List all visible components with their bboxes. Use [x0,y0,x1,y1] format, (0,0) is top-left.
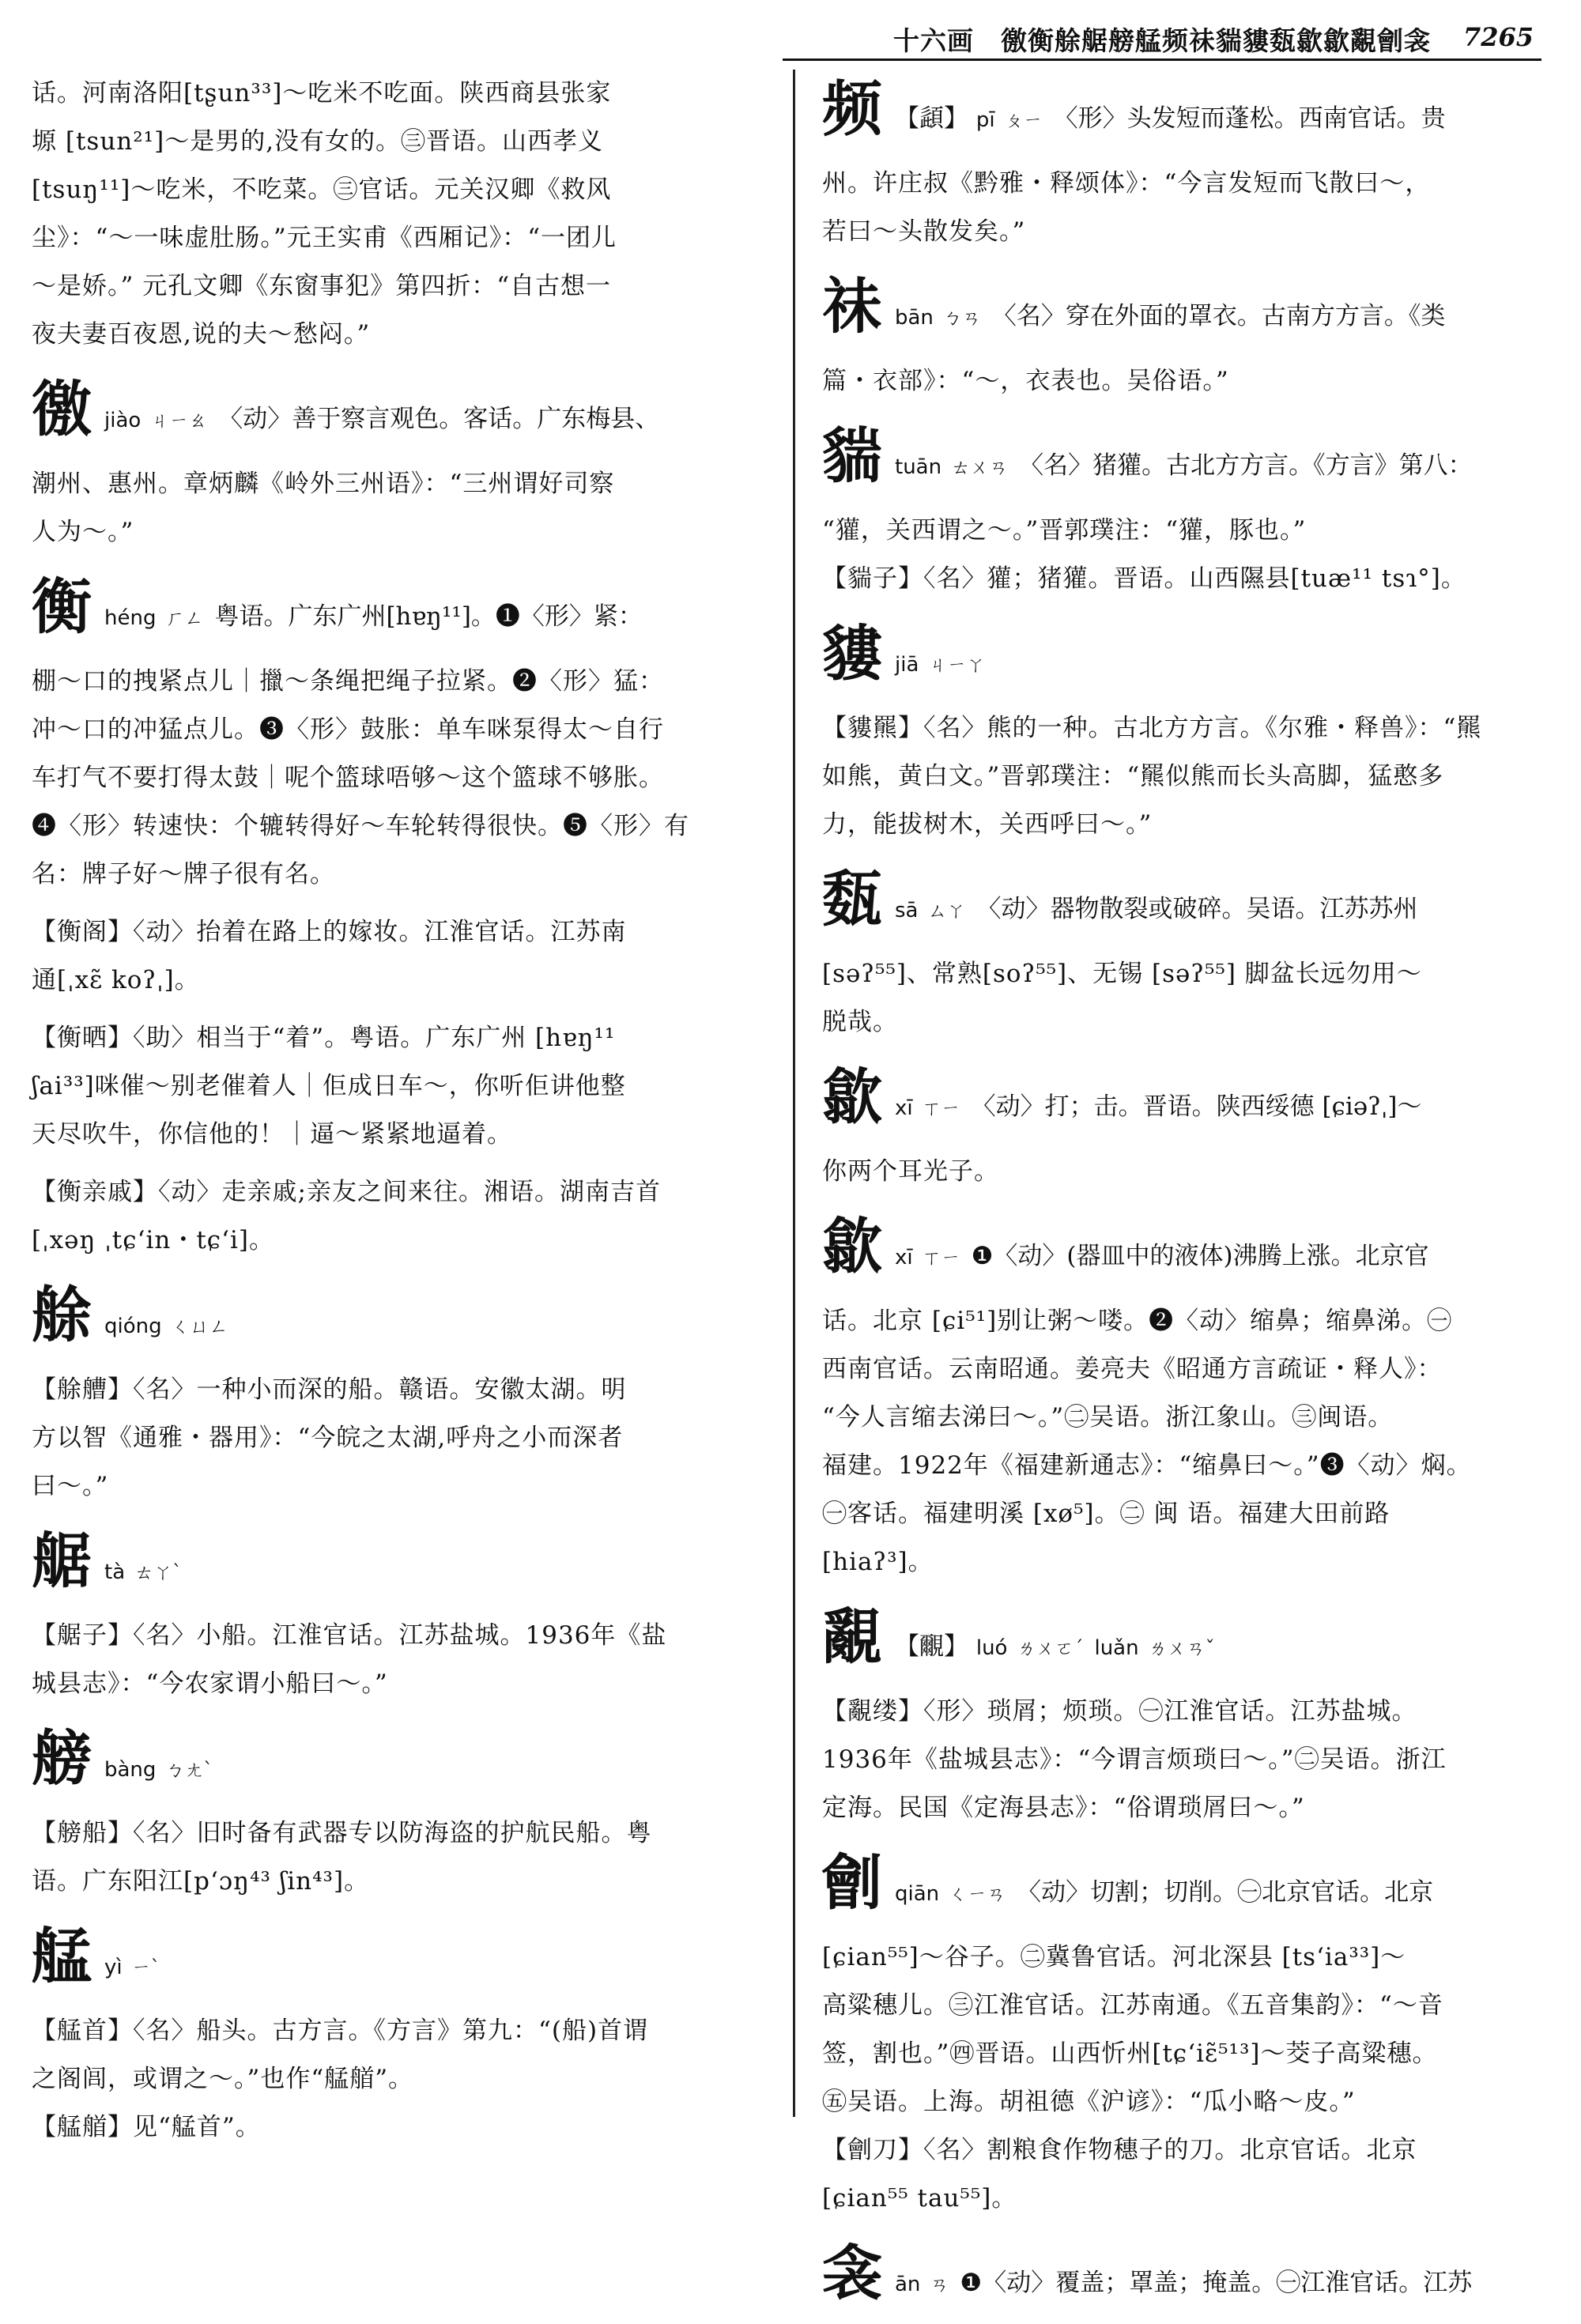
text-line: [ˌxəŋ ˌtɕʻin・tɕʻi]。 [32,1226,275,1254]
text-line: ～是娇。” 元孔文卿《东窗事犯》第四折：“自古想一 [32,272,612,300]
text-line: 车打气不要打得太鼓｜呢个篮球唔够～这个篮球不够胀。 [32,764,664,792]
definition: 〈名〉猪獾。古北方方言。《方言》第八： [1019,451,1473,480]
zhuyin: ㄊㄚˋ [134,1561,183,1583]
text-line: [hiaʔ³]。 [822,1548,934,1576]
entry-qian [822,1843,1549,2223]
zhuyin: ㄒㄧ [922,1097,960,1119]
headword: 衾 [822,2238,882,2308]
entry-jia [822,614,1549,849]
text-line: 潮州、惠州。章炳麟《岭外三州语》：“三州谓好司察 [32,470,615,498]
pinyin: jiào [104,409,141,432]
entry-head [822,614,1549,704]
definition: ❶〈动〉覆盖；罩盖；掩盖。㊀江淮官话。江苏 [960,2269,1473,2297]
pinyin: xī [895,1096,913,1120]
traditional-form: 【覼】 [895,1632,968,1661]
zhuyin: ㄆㄧ [1004,109,1043,131]
headword: 劊 [822,1847,882,1918]
text-line: 【艋首】〈名〉船头。古方言。《方言》第九：“(船)首谓 [32,2017,649,2045]
text-line: 你两个耳光子。 [822,1157,999,1186]
headword: 艍 [32,1526,92,1596]
text-line: 夜夫妻百夜恩,说的夫～愁闷。” [32,320,371,349]
headword: 歙 [822,1211,882,1281]
entry-xi-1 [822,1058,1549,1196]
zhuyin: ㄑㄩㄥ [171,1315,228,1337]
text-line: 【衡阁】〈动〉抬着在路上的嫁妆。江淮官话。江苏南 [32,918,627,946]
subentry-heng-sai [32,1014,767,1159]
text-line: 西南官话。云南昭通。姜亮夫《昭通方言疏证・释人》： [822,1355,1443,1383]
pinyin: tà [104,1560,126,1584]
text-line: 州。许庄叔《黔雅・释颂体》：“今言发短而飞散曰～， [822,169,1431,198]
text-line: 城县志》：“今农家谓小船曰～。” [32,1669,388,1698]
page-number: 7265 [1462,22,1534,52]
entry-head [822,1843,1549,1934]
text-line: 【貒子】〈名〉獾；猪獾。晋语。山西隰县[tuæ¹¹ tsɿ°]。 [822,564,1466,593]
pinyin: qióng [104,1315,162,1338]
entry-head [822,2234,1549,2324]
zhuyin: ㄐㄧㄠ [150,409,208,432]
pinyin: héng [104,606,157,630]
headword: 貗 [822,618,882,689]
text-line: 【艕船】〈名〉旧时备有武器专以防海盗的护航民船。粤 [32,1819,652,1847]
right-column [822,70,1549,2324]
headword: 衡 [32,572,92,642]
headword: 覶 [822,1602,882,1672]
running-header [783,17,1541,61]
entry-head [822,1598,1549,1688]
definition: 〈动〉器物散裂或破碎。吴语。江苏苏州 [976,895,1418,923]
pinyin: xī [895,1246,913,1270]
entry-head [822,70,1549,160]
text-line: 【艋艏】见“艋首”。 [32,2113,261,2141]
definition: 〈动〉善于察言观色。客话。广东梅县、 [218,405,660,433]
entry-head [822,417,1549,507]
definition: 〈动〉切割；切削。㊀北京官话。北京 [1017,1878,1434,1907]
definition: ❶〈动〉(器皿中的液体)沸腾上涨。北京官 [971,1242,1429,1270]
headword: 艋 [32,1921,92,1991]
text-line: 力，能拔树木，关西呼曰～。” [822,810,1153,839]
text-line: “獾，关西谓之～。”晋郭璞注：“獾，豚也。” [822,516,1307,545]
text-line: 棚～口的拽紧点儿｜擸～条绳把绳子拉紧。❷〈形〉猛： [32,667,664,696]
text-line: 如熊，黄白文。”晋郭璞注：“羆似熊而长头高脚，猛憨多 [822,762,1444,790]
text-line: 尘》：“～一味虚肚肠。”元王实甫《西厢记》：“一团儿 [32,224,617,252]
headword: 频 [822,74,882,144]
text-line: 人为～。” [32,518,134,546]
text-line: 【艍子】〈名〉小船。江淮官话。江苏盐城。1936年《盐 [32,1621,667,1650]
entry-qiong [32,1276,767,1511]
text-line: 曰～。” [32,1472,109,1500]
text-line: ㊀客话。福建明溪 [xø⁵]。㊁ 闽 语。福建大田前路 [822,1500,1390,1528]
zhuyin: ㄌㄨㄛˊ [1017,1637,1084,1659]
text-line: 【衡晒】〈助〉相当于“着”。粤语。广东广州 [hɐŋ¹¹ [32,1024,616,1052]
headword: 艅 [32,1280,92,1350]
zhuyin: ㄏㄥ [165,607,204,629]
pinyin: luó [975,1636,1008,1660]
entry-head [822,267,1549,357]
text-line: 通[ˌxɛ̃ koʔˌ]。 [32,966,200,994]
entry-xi-2 [822,1207,1549,1586]
text-line: ❹〈形〉转速快：个辘转得好～车轮转得很快。❺〈形〉有 [32,812,689,840]
entry-head [32,1917,767,2007]
text-line: 若曰～头散发矣。” [822,217,1026,246]
pinyin: qiān [895,1882,940,1906]
entry-pi [822,70,1549,256]
definition: 粤语。广东广州[hɐŋ¹¹]。❶〈形〉紧： [214,602,643,631]
text-line: 脱哉。 [822,1008,898,1036]
text-line: 塬 [tsun²¹]～是男的,没有女的。㊂晋语。山西孝义 [32,127,604,156]
zhuyin: ㄢ [930,2273,949,2296]
pinyin: bān [895,306,934,330]
zhuyin: ㄐㄧㄚ [928,654,986,676]
text-line: [ɕian⁵⁵]～谷子。㊁冀鲁官话。河北深县 [tsʻia³³]～ [822,1943,1406,1971]
text-line: 语。广东阳江[pʻɔŋ⁴³ ʃin⁴³]。 [32,1867,370,1896]
entry-yi [32,1917,767,2152]
zhuyin: ㄙㄚ [927,900,966,922]
entry-head [822,1058,1549,1148]
entry-head [822,1207,1549,1297]
definition: 〈名〉穿在外面的罩衣。古南方方言。《类 [991,302,1446,330]
entry-an [822,2234,1549,2324]
pinyin-alt: luǎn [1094,1636,1139,1660]
definition: 〈形〉头发短而蓬松。西南官话。贵 [1053,104,1446,133]
headword: 徼 [32,374,92,444]
pinyin: jiā [895,653,919,677]
pinyin: pī [975,108,995,132]
text-line: 名：牌子好～牌子很有名。 [32,860,335,888]
entry-luo [822,1598,1549,1832]
text-line: [səʔ⁵⁵]、常熟[soʔ⁵⁵]、无锡 [səʔ⁵⁵] 脚盆长远勿用～ [822,960,1422,988]
text-line: 【貗羆】〈名〉熊的一种。古北方方言。《尔雅・释兽》：“羆 [822,714,1482,742]
zhuyin: ㄧˋ [131,1956,160,1979]
headword: 歙 [822,1062,882,1132]
zhuyin: ㄅㄢ [942,307,981,329]
entry-tuan [822,417,1549,603]
text-line: 福建。1922年《福建新通志》：“缩鼻曰～。”❸〈动〉焖。 [822,1451,1472,1480]
text-line: 话。北京 [ɕi⁵¹]别让粥～喽。❷〈动〉缩鼻；缩鼻涕。㊀ [822,1307,1453,1335]
zhuyin: ㄊㄨㄢ [951,456,1009,478]
entry-head [32,1522,767,1612]
text-line: 高粱穗儿。㊂江淮官话。江苏南通。《五音集韵》：“～音 [822,1991,1443,2020]
pinyin: bàng [104,1758,157,1782]
zhuyin: ㄅㄤˋ [165,1759,213,1781]
headword: 瓾 [822,864,882,934]
text-line: 签，割也。”㊃晋语。山西忻州[tɕʻiɛ̃⁵¹³]～茭子高粱穗。 [822,2039,1438,2068]
left-column [32,70,767,2152]
subentry-heng-qin [32,1168,767,1265]
definition: 〈动〉打；击。晋语。陕西绥德 [ɕiəʔˌ]～ [971,1092,1422,1121]
column-divider [793,70,795,2117]
text-line: 天尽吹牛，你信他的！｜逼～紧紧地逼着。 [32,1120,512,1149]
text-line: 方以智《通雅・器用》：“今皖之太湖,呼舟之小而深者 [32,1424,624,1452]
text-line: 【艅艚】〈名〉一种小而深的船。赣语。安徽太湖。明 [32,1375,627,1404]
entry-head [32,1719,767,1809]
text-line: 话。河南洛阳[tʂun³³]～吃米不吃面。陕西商县张家 [32,79,612,108]
pinyin: yì [104,1956,123,1979]
text-line: 之阁闾，或谓之～。”也作“艋艏”。 [32,2065,414,2093]
text-line: 冲～口的冲猛点儿。❸〈形〉鼓胀：单车咪泵得太～自行 [32,715,664,744]
entry-bang [32,1719,767,1906]
text-line: 定海。民国《定海县志》：“俗谓琐屑曰～。” [822,1794,1305,1822]
entry-head [32,370,767,460]
pinyin: ān [895,2273,921,2296]
entry-heng [32,568,767,899]
header-stroke-section: 十六画 徼衡艅艍艕艋频祙貒貗瓾歙歙覶劊衾 [893,25,1431,56]
text-line: 篇・衣部》：“～，衣表也。吴俗语。” [822,367,1229,395]
text-line: [tsuŋ¹¹]～吃米，不吃菜。㊂官话。元关汉卿《救风 [32,175,612,204]
pinyin: tuān [895,455,942,479]
entry-head [822,860,1549,950]
entry-ta [32,1522,767,1708]
entry-jiao [32,370,767,556]
entry-head [32,568,767,658]
text-line: ʃai³³]咪催～别老催着人｜佢成日车～，你听佢讲他整 [32,1072,626,1100]
pinyin: sā [895,899,919,922]
zhuyin: ㄑㄧㄢ [949,1883,1006,1905]
text-line: 1936年《盐城县志》：“今谓言烦琐曰～。”㊁吴语。浙江 [822,1745,1447,1774]
headword: 貒 [822,421,882,491]
subentry-heng-ge [32,908,767,1005]
zhuyin: ㄒㄧ [922,1247,960,1269]
zhuyin-alt: ㄌㄨㄢˇ [1148,1637,1215,1659]
entry-head [32,1276,767,1366]
text-line: [ɕian⁵⁵ tau⁵⁵]。 [822,2184,1017,2213]
text-line: 【劊刀】〈名〉割粮食作物穗子的刀。北京官话。北京 [822,2136,1417,2164]
entry-ban [822,267,1549,406]
text-line: ㊄吴语。上海。胡祖德《沪谚》：“瓜小略～皮。” [822,2088,1356,2116]
headword: 祙 [822,271,882,341]
continued-entry [32,70,767,359]
text-line: 【衡亲戚】〈动〉走亲戚;亲友之间来往。湘语。湖南吉首 [32,1178,661,1206]
traditional-form: 【頿】 [895,104,968,133]
text-line: 【覶缕】〈形〉琐屑；烦琐。㊀江淮官话。江苏盐城。 [822,1697,1417,1726]
headword: 艕 [32,1723,92,1794]
text-line: “今人言缩去涕曰～。”㊁吴语。浙江象山。㊂闽语。 [822,1403,1394,1432]
entry-sa [822,860,1549,1047]
